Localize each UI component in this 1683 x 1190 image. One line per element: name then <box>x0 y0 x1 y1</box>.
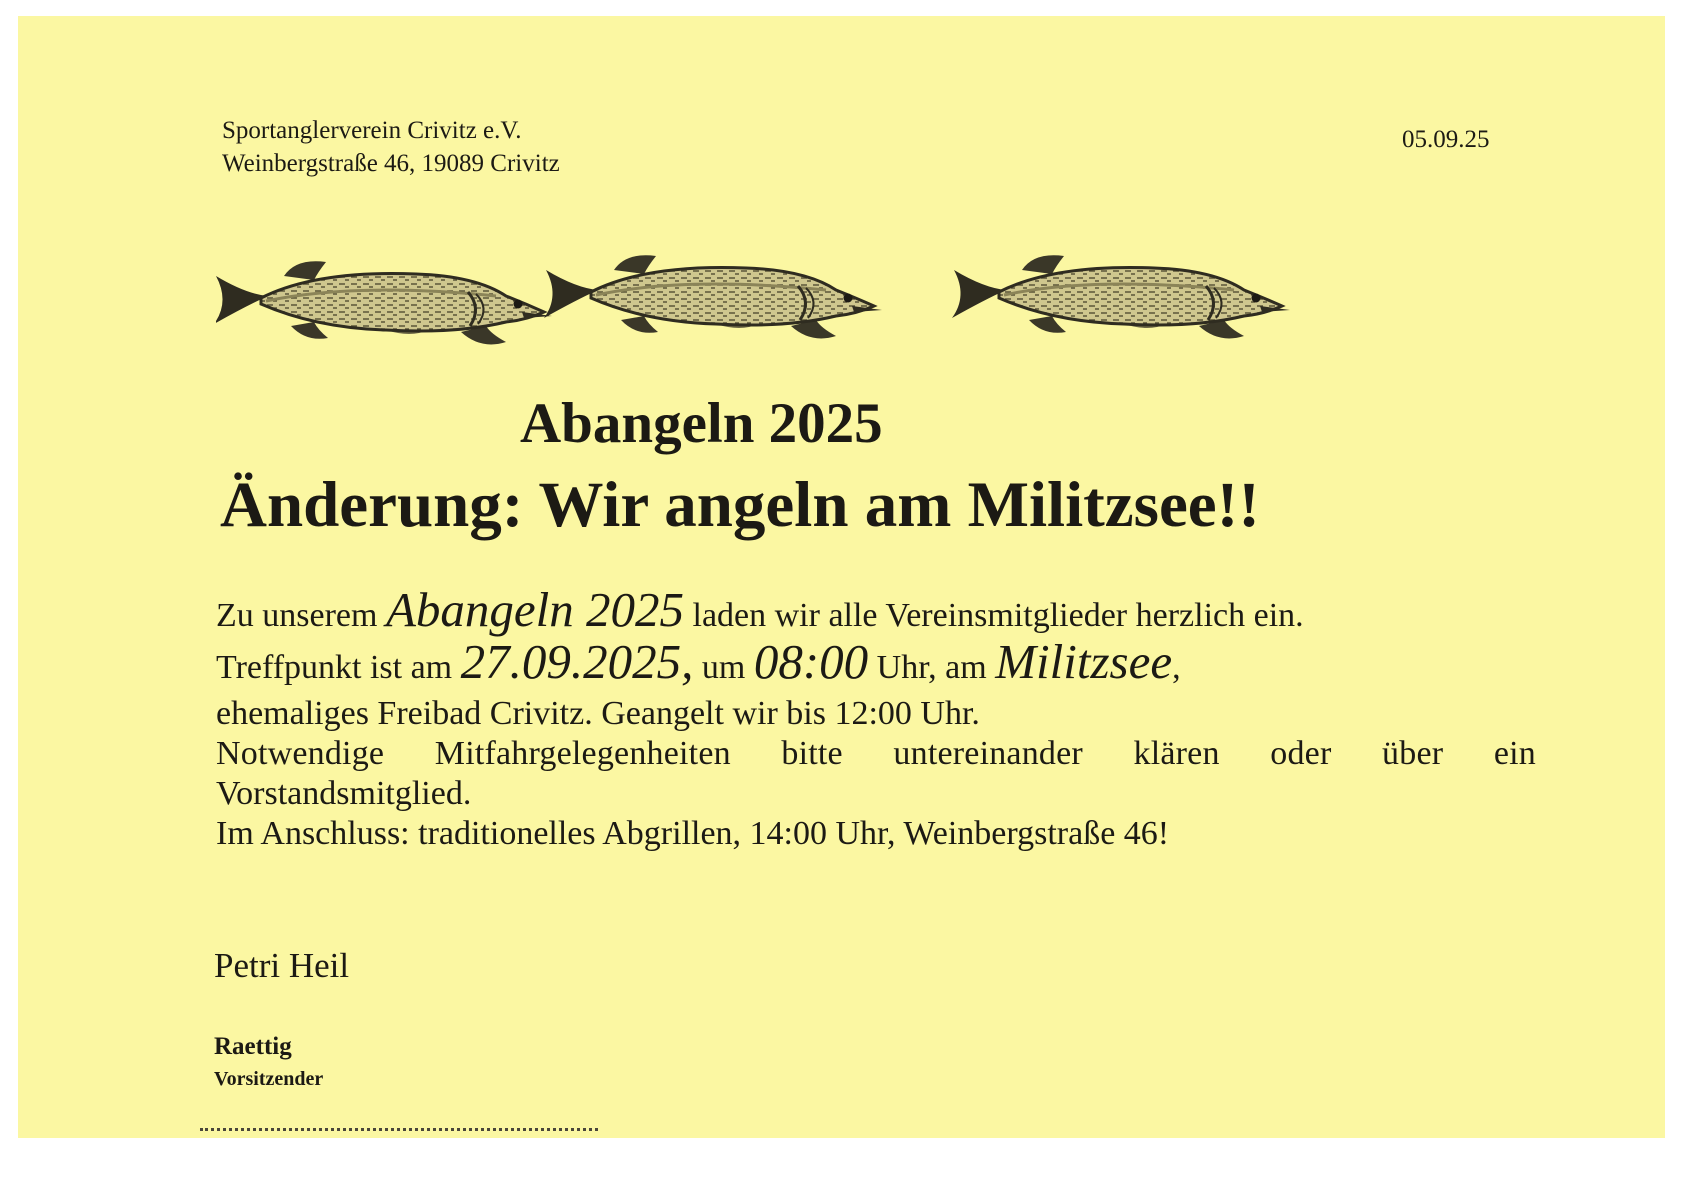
event-location: Militzsee <box>995 634 1173 689</box>
meeting-line <box>216 634 1536 689</box>
event-name: Abangeln 2025 <box>385 582 684 637</box>
yellow-notice-sheet <box>18 16 1665 1138</box>
notice-date: 05.09.25 <box>1402 126 1490 153</box>
text-fragment: , <box>1172 649 1181 686</box>
sender-street: Weinbergstraße 46, 19089 Crivitz <box>222 150 560 177</box>
pike-icon-1 <box>216 261 552 344</box>
text-fragment: Treffpunkt ist am <box>216 649 461 686</box>
sender-address <box>222 114 560 180</box>
location-detail-line: ehemaliges Freibad Crivitz. Geangelt wir bis 12:00 Uhr. <box>216 695 980 732</box>
event-date: 27.09.2025, <box>460 634 694 689</box>
text-fragment: um <box>693 649 754 686</box>
signer-role: Vorsitzender <box>214 1068 324 1090</box>
event-time: 08:00 <box>753 634 869 689</box>
dotted-signature-line <box>200 1128 598 1131</box>
barbecue-line: Im Anschluss: traditionelles Abgrillen, 14:00 Uhr, Weinbergstraße 46! <box>216 815 1170 852</box>
greeting: Petri Heil <box>214 946 350 985</box>
invitation-line <box>216 582 1536 637</box>
text-fragment: Zu unserem <box>216 597 386 634</box>
sender-name: Sportanglerverein Crivitz e.V. <box>222 117 522 144</box>
text-fragment: laden wir alle Vereinsmitglieder herzlich ein. <box>684 597 1304 634</box>
carpool-line-cont: Vorstandsmitglied. <box>216 775 472 812</box>
change-announcement: Änderung: Wir angeln am Militzsee!! <box>220 469 1260 541</box>
invitation-body <box>216 582 1536 854</box>
notice-title: Abangeln 2025 <box>520 392 883 455</box>
pike-icon-3 <box>952 255 1290 338</box>
pike-fish-decoration <box>216 244 1446 369</box>
signer-name: Raettig <box>214 1033 292 1060</box>
text-fragment: Uhr, am <box>868 649 996 686</box>
carpool-line: Notwendige Mitfahrgelegenheiten bitte untereinander klären oder über ein <box>216 735 1536 772</box>
pike-icon-2 <box>544 255 882 338</box>
